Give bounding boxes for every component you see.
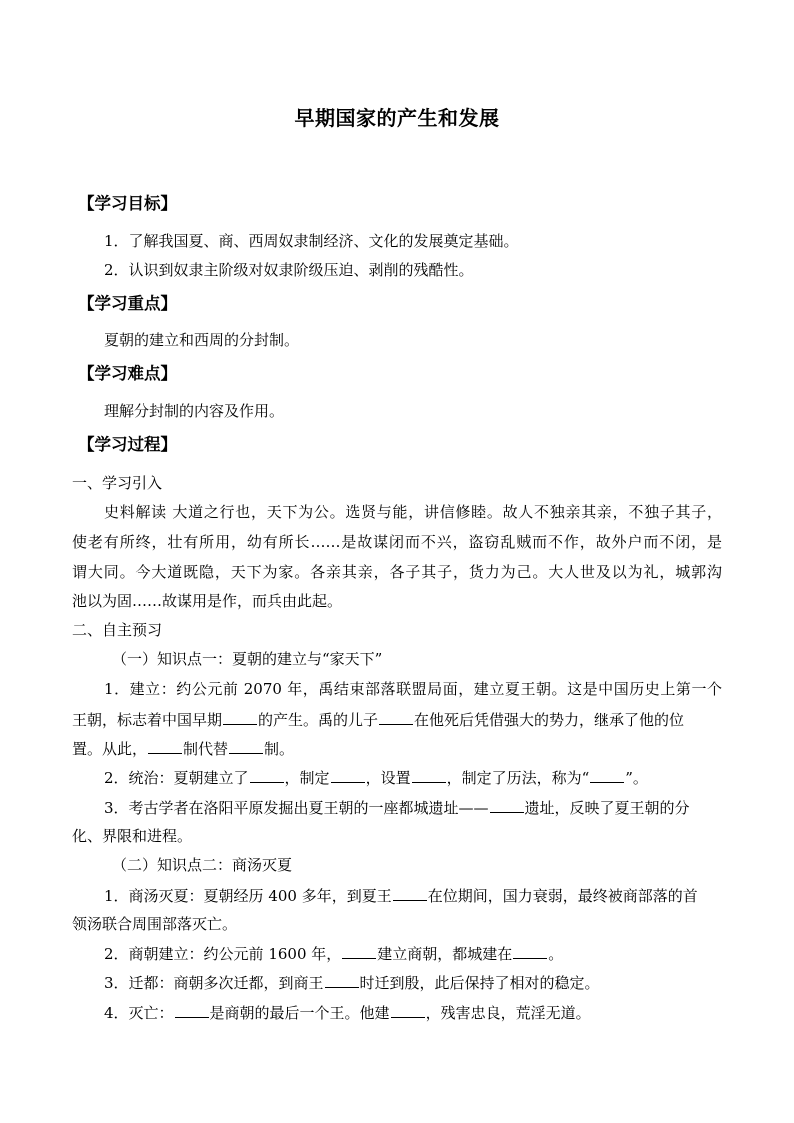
point2-item1-line-b: 领汤联合周围部落灭亡。 bbox=[72, 915, 238, 933]
point1-item3-text1: 3．考古学者在洛阳平原发掘出夏王朝的一座都城遗址—— bbox=[104, 799, 489, 817]
point2-item1-text2: 在位期间，国力衰弱，最终被商部落的首 bbox=[427, 887, 698, 905]
key-point-text: 夏朝的建立和西周的分封制。 bbox=[104, 331, 300, 349]
point2-item2-line bbox=[104, 943, 724, 964]
point2-item1-line-a bbox=[104, 885, 724, 906]
point2-item2-text2: 建立商朝，都城建在 bbox=[377, 945, 513, 963]
point2-heading: （二）知识点二：商汤灭夏 bbox=[112, 856, 293, 874]
intro-line-2: 使老有所终，壮有所用，幼有所长……是故谋闭而不兴，盗窃乱贼而不作，故外户而不闭，是 bbox=[72, 533, 722, 551]
point1-item3-line-a bbox=[104, 797, 724, 818]
point2-item3-text1: 3．迁都：商朝多次迁都，到商王 bbox=[104, 974, 324, 992]
fill-blank[interactable] bbox=[331, 767, 365, 783]
point1-item2-text5: ”。 bbox=[625, 769, 648, 787]
point1-item1-line-c bbox=[72, 738, 722, 759]
point1-item3-line-b: 化、界限和进程。 bbox=[72, 827, 193, 845]
goal-item-2: 2．认识到奴隶主阶级对奴隶阶级压迫、剥削的残酷性。 bbox=[104, 261, 474, 279]
page-title: 早期国家的产生和发展 bbox=[294, 106, 500, 130]
intro-line-1: 史料解读 大道之行也，天下为公。选贤与能，讲信修睦。故人不独亲其亲，不独子其子， bbox=[104, 503, 722, 521]
fill-blank[interactable] bbox=[412, 767, 446, 783]
fill-blank[interactable] bbox=[393, 885, 427, 901]
point1-item1-line-b bbox=[72, 709, 722, 730]
point1-item2-text4: ，制定了历法，称为“ bbox=[446, 769, 590, 787]
goal-item-1: 1．了解我国夏、商、西周奴隶制经济、文化的发展奠定基础。 bbox=[104, 232, 519, 250]
point2-item2-text1: 2．商朝建立：约公元前 1600 年， bbox=[104, 945, 342, 963]
fill-blank[interactable] bbox=[391, 1002, 425, 1018]
fill-blank[interactable] bbox=[379, 709, 413, 725]
point2-item4-text2: 是商朝的最后一个王。他建 bbox=[209, 1004, 390, 1022]
fill-blank[interactable] bbox=[490, 797, 524, 813]
point1-item2-text2: ，制定 bbox=[284, 769, 330, 787]
intro-line-4: 池以为固……故谋用是作，而兵由此起。 bbox=[72, 592, 343, 610]
fill-blank[interactable] bbox=[223, 709, 257, 725]
fill-blank[interactable] bbox=[229, 738, 263, 754]
section-heading-key: 【学习重点】 bbox=[78, 294, 177, 313]
fill-blank[interactable] bbox=[148, 738, 182, 754]
point2-item3-line bbox=[104, 972, 724, 993]
point2-item3-text2: 时迁到殷，此后保持了相对的稳定。 bbox=[359, 974, 600, 992]
point1-item1-b-text3: 在他死后凭借强大的势力，继承了他的位 bbox=[414, 711, 685, 729]
section-heading-goals: 【学习目标】 bbox=[78, 194, 177, 213]
point1-item2-text1: 2．统治：夏朝建立了 bbox=[104, 769, 249, 787]
point1-item1-line-a: 1．建立：约公元前 2070 年，禹结束部落联盟局面，建立夏王朝。这是中国历史上第一个 bbox=[104, 680, 722, 698]
section-heading-difficult: 【学习难点】 bbox=[78, 364, 177, 383]
fill-blank[interactable] bbox=[590, 767, 624, 783]
point2-item4-text3: ，残害忠良，荒淫无道。 bbox=[425, 1004, 591, 1022]
point1-item2-line bbox=[104, 767, 724, 788]
point1-item1-c-text2: 制代替 bbox=[183, 740, 229, 758]
point1-item1-b-text1: 王朝，标志着中国早期 bbox=[72, 711, 223, 729]
point1-item1-c-text1: 置。从此， bbox=[72, 740, 148, 758]
point1-item2-text3: ，设置 bbox=[365, 769, 411, 787]
point2-item1-text1: 1．商汤灭夏：夏朝经历 400 多年，到夏王 bbox=[104, 887, 392, 905]
intro-heading: 一、学习引入 bbox=[72, 474, 163, 492]
point1-item1-b-text2: 的产生。禹的儿子 bbox=[258, 711, 379, 729]
point1-item1-c-text3: 制。 bbox=[264, 740, 295, 758]
fill-blank[interactable] bbox=[250, 767, 284, 783]
fill-blank[interactable] bbox=[175, 1002, 209, 1018]
point1-heading: （一）知识点一：夏朝的建立与“家天下” bbox=[112, 650, 383, 668]
point2-item4-line bbox=[104, 1002, 724, 1023]
fill-blank[interactable] bbox=[513, 943, 547, 959]
fill-blank[interactable] bbox=[342, 943, 376, 959]
intro-line-3: 谓大同。今大道既隐，天下为家。各亲其亲，各子其子，货力为己。大人世及以为礼，城郭沟 bbox=[72, 563, 722, 581]
point2-item2-text3: 。 bbox=[548, 945, 564, 963]
section-heading-process: 【学习过程】 bbox=[78, 435, 177, 454]
point1-item3-text2: 遗址，反映了夏王朝的分 bbox=[524, 799, 690, 817]
preview-heading: 二、自主预习 bbox=[72, 621, 163, 639]
difficult-point-text: 理解分封制的内容及作用。 bbox=[104, 402, 285, 420]
point2-item4-text1: 4．灭亡： bbox=[104, 1004, 174, 1022]
fill-blank[interactable] bbox=[325, 972, 359, 988]
